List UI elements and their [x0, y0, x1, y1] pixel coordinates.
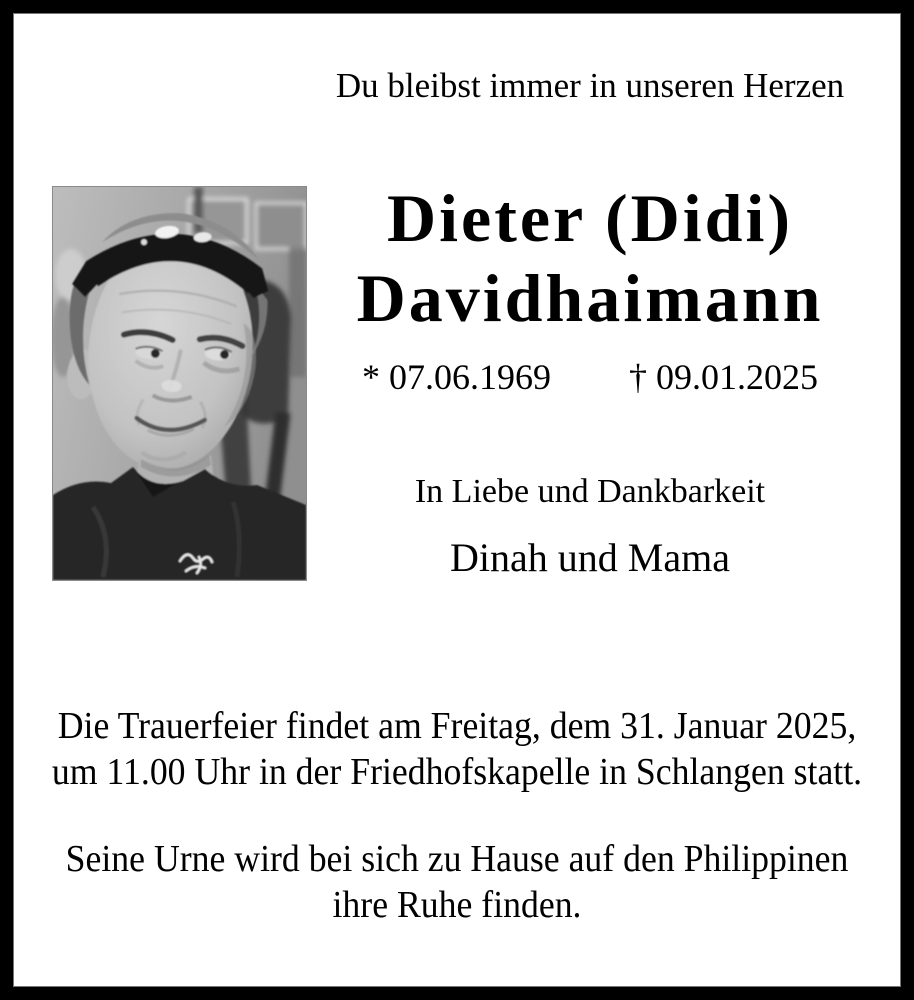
mourners-line: Dinah und Mama	[450, 535, 730, 580]
funeral-notice-line2: um 11.00 Uhr in der Friedhofskapelle in Schlangen statt.	[51, 751, 863, 793]
deceased-name-line2: Davidhaimann	[356, 260, 824, 336]
life-dates	[300, 355, 880, 399]
birth-symbol: *	[362, 357, 380, 397]
urn-notice-line2: ihre Ruhe finden.	[332, 884, 582, 926]
funeral-notice	[46, 703, 868, 795]
deceased-name-line1: Dieter (Didi)	[387, 180, 793, 256]
urn-notice-line1: Seine Urne wird bei sich zu Hause auf den Philippinen	[65, 838, 849, 880]
closing-line: In Liebe und Dankbarkeit	[414, 473, 766, 510]
birth-date	[362, 355, 551, 399]
portrait-illustration	[53, 187, 306, 580]
urn-notice	[46, 836, 868, 928]
death-date-value: 09.01.2025	[656, 357, 818, 397]
deceased-name	[280, 178, 900, 338]
epigraph-text: Du bleibst immer in unseren Herzen	[335, 66, 845, 105]
death-date	[629, 355, 818, 399]
portrait-photo	[52, 186, 307, 581]
death-symbol: †	[629, 357, 647, 397]
funeral-notice-line1: Die Trauerfeier findet am Freitag, dem 31. Januar 2025,	[57, 705, 857, 747]
birth-date-value: 07.06.1969	[389, 357, 551, 397]
